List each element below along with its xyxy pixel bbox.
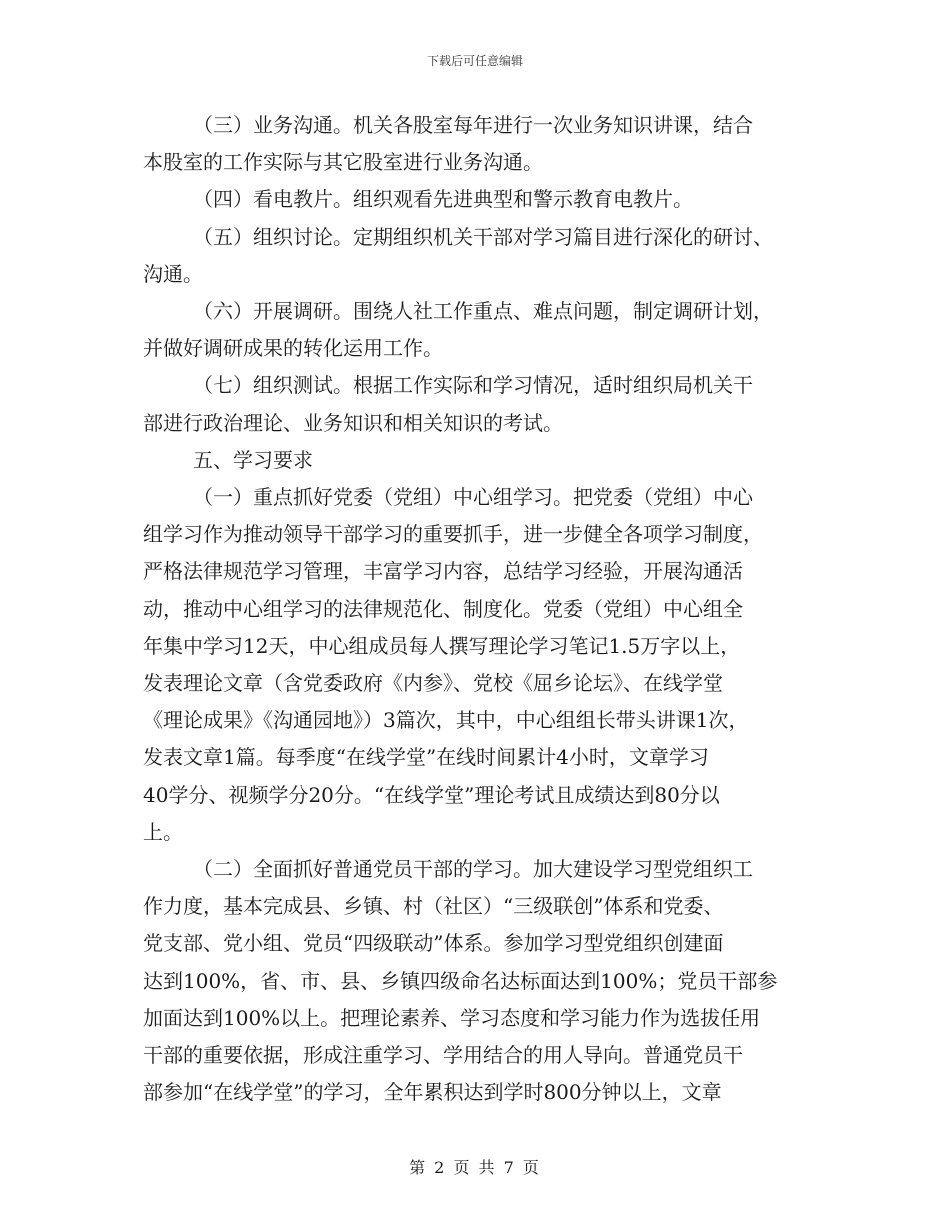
paragraph-3 <box>143 107 819 181</box>
text-line: 达到100%，省、市、县、乡镇四级命名达标面达到100%；党员干部参 <box>143 968 778 993</box>
section-heading-text: 五、学习要求 <box>193 447 313 472</box>
paragraph-5 <box>143 219 819 293</box>
text-line: 40学分、视频学分20分。“在线学堂”理论考试且成绩达到80分以 <box>143 782 720 807</box>
text-line: 组学习作为推动领导干部学习的重要抓手，进一步健全各项学习制度， <box>143 522 763 547</box>
text-line: 上。 <box>143 819 183 844</box>
page-number: 第 2 页 共 7 页 <box>409 1158 541 1177</box>
text-line: （五）组织讨论。定期组织机关干部对学习篇目进行深化的研讨、 <box>193 224 773 249</box>
paragraph-requirement-2 <box>143 851 819 1111</box>
text-line: （三）业务沟通。机关各股室每年进行一次业务知识讲课，结合 <box>193 113 753 137</box>
text-line: 部进行政治理论、业务知识和相关知识的考试。 <box>143 410 563 435</box>
text-line: 加面达到100%以上。把理论素养、学习态度和学习能力作为选拔任用 <box>143 1005 761 1030</box>
text-line: 发表文章1篇。每季度“在线学堂”在线时间累计4小时，文章学习 <box>143 745 709 770</box>
paragraph-4 <box>143 181 819 218</box>
section-heading <box>143 442 819 479</box>
text-line: （六）开展调研。围绕人社工作重点、难点问题，制定调研计划， <box>193 299 773 324</box>
text-line: 本股室的工作实际与其它股室进行业务沟通。 <box>143 150 543 175</box>
text-line: 干部的重要依据，形成注重学习、学用结合的用人导向。普通党员干 <box>143 1043 743 1068</box>
text-line: 动，推动中心组学习的法律规范化、制度化。党委（党组）中心组全 <box>143 596 743 621</box>
text-line: （四）看电教片。组织观看先进典型和警示教育电教片。 <box>193 187 693 212</box>
text-line: 严格法律规范学习管理，丰富学习内容，总结学习经验，开展沟通活 <box>143 559 743 584</box>
paragraph-7 <box>143 367 819 441</box>
page-header: 下载后可任意编辑 <box>426 54 523 68</box>
document-body <box>143 107 819 1111</box>
text-line: 部参加“在线学堂”的学习，全年累积达到学时800分钟以上，文章 <box>143 1080 722 1105</box>
text-line: 沟通。 <box>143 261 203 286</box>
paragraph-requirement-1 <box>143 479 819 851</box>
text-line: 发表理论文章（含党委政府《内参》、党校《屈乡论坛》、在线学堂 <box>143 671 723 696</box>
text-line: 并做好调研成果的转化运用工作。 <box>143 336 443 361</box>
text-line: 作力度，基本完成县、乡镇、村（社区）“三级联创”体系和党委、 <box>143 894 724 919</box>
text-line: （二）全面抓好普通党员干部的学习。加大建设学习型党组织工 <box>193 857 753 882</box>
text-line: 党支部、党小组、党员“四级联动”体系。参加学习型党组织创建面 <box>143 931 724 956</box>
text-line: （一）重点抓好党委（党组）中心组学习。把党委（党组）中心 <box>193 485 753 510</box>
text-line: 年集中学习12天，中心组成员每人撰写理论学习笔记1.5万字以上， <box>143 633 741 658</box>
text-line: 《理论成果》《沟通园地》）3篇次，其中，中心组组长带头讲课1次， <box>143 708 749 733</box>
paragraph-6 <box>143 293 819 367</box>
text-line: （七）组织测试。根据工作实际和学习情况，适时组织局机关干 <box>193 373 753 398</box>
